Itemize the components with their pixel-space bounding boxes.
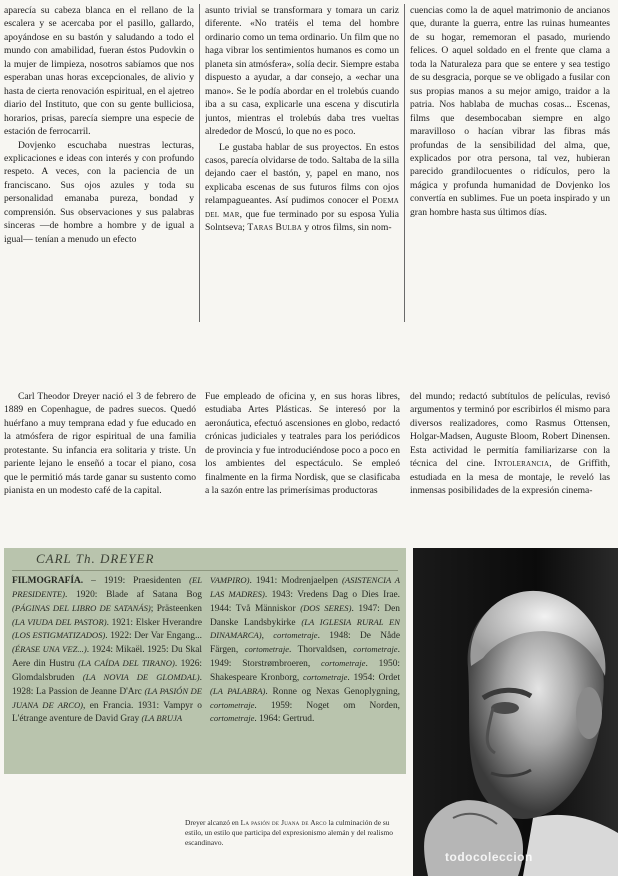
top-col1-para2: Dovjenko escuchaba nuestras lecturas, explicaciones e ideas con interés y con profundo respeto. A veces, con la paciencia de un franciscano. Sus ojos azules y toda su personalidad emanaba pureza, bondad y comprensión. Sus observaciones y sus palabras sinceras —de hombre a hombre y de igual a igual— tenían a menudo un efecto xyxy=(4,139,194,245)
filmography-column-2: VAMPIRO). 1941: Modrenjaelpen (ASISTENCIA A LAS MADRES). 1943: Vredens Dag o Dies Irae. 1944: Två Människor (DOS SERES). 1947: Den Danske Landsbykirke (LA IGLESIA RURAL EN DINAMARCA), cortometraje. 1948: De Nåde Färgen, cortometraje. Thorvaldsen, cortometraje. 1949: Storstrømbroeren, cortometraje. 1950: Shakespeare Kronborg, cortometraje. 1954: Ordet (LA PALABRA). Ronne og Nexas Genoplygning, cortometraje. 1959: Noget om Norden, cortometraje. 1964: Gertrud. xyxy=(210,575,400,725)
bio-col3-a: del mundo; redactó subtítulos de películas, revisó argumentos y terminó por escribirlos él mismo para diversos realizadores, como Rasmus Ottensen, Holgar-Madsen, Auguste Bloom, Robert Dinensen. Esta actividad le permitía familiarizarse con la técnica del cine. xyxy=(410,391,610,470)
top-col2-para2-a: Le gustaba hablar de sus proyectos. En estos casos, parecía olvidarse de todo. Saltaba de la silla dejando caer el bastón, y, papel en mano, nos explicaba escenas de sus futuros films con ojos relampagueantes. Así pudimos conocer el xyxy=(205,141,399,207)
top-col2-para2 xyxy=(205,141,399,235)
bio-col2-para: Fue empleado de oficina y, en sus horas libres, estudiaba Artes Plásticas. Se interesó por la aeronáutica, efectuó ascensiones en globo, redactó crónicas judiciales y teatrales para los periódicos de provincia y fue introduciéndose poco a poco en los ambientes del espectáculo. Se empleó finalmente en la firma Nordisk, que se clasificaba a la sazón entre las primerísimas productoras xyxy=(205,391,400,497)
bio-column-3 xyxy=(410,390,610,540)
caption-film-title: La pasión de Juana de Arco xyxy=(240,818,327,827)
top-col2-para2-b: , que fue terminado por su esposa Yulia Solntseva; xyxy=(205,208,399,234)
column-rule xyxy=(404,4,405,322)
film-title-taras-bulba: Taras Bulba xyxy=(247,222,302,234)
bio-col3-para xyxy=(410,390,610,498)
column-rule xyxy=(199,4,200,322)
portrait-photo-art xyxy=(413,548,618,876)
film-title-poema-del-mar: Poema del mar xyxy=(205,195,399,220)
film-title-intolerancia: Intolerancia xyxy=(493,458,550,470)
filmography-title: CARL Th. DREYER xyxy=(12,548,398,571)
photo-caption xyxy=(185,818,403,848)
top-col2-para2-c: y otros films, sin nom- xyxy=(301,222,392,234)
top-column-3 xyxy=(410,4,610,320)
top-col1-para1: aparecía su cabeza blanca en el rellano de la escalera y se acercaba por el pasillo, gallardo, apoyándose en su bastón y saludando a todo el mundo con amabilidad, fueran éstos Pudovkin o la mujer de limpieza, nosotros sabíamos que nos esperaban unas horas excepcionales, de alivio y hasta de cierta renovación espiritual, en el ajetreo diario del Instituto, que con su gente bulliciosa, horarios, prisas, parecía siempre una especie de estación de ferrocarril. xyxy=(4,5,194,138)
filmography-box xyxy=(4,548,406,774)
watermark-text: todocoleccion xyxy=(445,850,533,864)
bio-column-1 xyxy=(4,390,196,540)
caption-a: Dreyer alcanzó en xyxy=(185,818,241,827)
bio-col3-b: , de Griffith, estudiada en la mesa de montaje, le reveló las inmensas posibilidades de la expresión cinema- xyxy=(410,458,610,497)
top-col2-para1: asunto trivial se transformara y tomara un cariz diferente. «No tratéis el tema del hombre ordinario como un tema ordinario. Un film que no haga vibrar los sentimientos humanos es como un planeta sin atmósfera», solía decir. Siempre estaba dispuesto a ayudar, a dar consejo, a «echar una mano». Se le podía abordar en el trolebús cuando iba a su casa, explicarle una escena y discutirla juntos, mientras el trolebús daba tres vueltas alrededor de Moscú, lo que no es poco. xyxy=(205,5,399,138)
top-col3-para: cuencias como la de aquel matrimonio de ancianos que, durante la guerra, entre las ruinas humeantes de su hogar, rememoran el pasado, muriendo felices. O aquel soldado en el frente que clama a toda la Naturaleza para que se entere y sea testigo de su desgracia, porque se ve obligado a fusilar con sus propias manos a su mejor amigo, traidor a la patria. Nos hablaba de muchas cosas... Escenas, films que desembocaban siempre en algo maravilloso o hacían vibrar las fibras más profundas de la sensibilidad del alma, que, explicados por otra persona, tal vez, hubieran parecido grandilocuentes o ridículos, pero la mágica y profunda humanidad de Dovjenko los convertía en sublimes. Fue un poeta inspirado y un gran hombre hasta sus últimos días. xyxy=(410,5,610,218)
top-column-2 xyxy=(205,4,399,320)
top-column-1 xyxy=(4,4,194,320)
bio-column-2 xyxy=(205,390,400,540)
bio-col1-para: Carl Theodor Dreyer nació el 3 de febrero de 1889 en Copenhague, de padres suecos. Quedó huérfano a muy temprana edad y fue educado en la atmósfera de rigor espiritual de una familia protestante. Su infancia era solitaria y triste. Un pariente lejano le enseñó a tocar el piano, cosa que le permitió más tarde ganar su sustento como pianista en un modesto café de la capital. xyxy=(4,391,196,497)
filmography-column-1: FILMOGRAFÍA. – 1919: Praesidenten (EL PRESIDENTE). 1920: Blade af Satana Bog (PÁGINAS DEL LIBRO DE SATANÁS); Prästeenken (LA VIUDA DEL PASTOR). 1921: Elsker Hverandre (LOS ESTIGMATIZADOS). 1922: Der Var Engang... (ÉRASE UNA VEZ...). 1924: Mikaël. 1925: Du Skal Aere din Hustru (LA CAÍDA DEL TIRANO). 1926: Glomdalsbruden (LA NOVIA DE GLOMDAL). 1928: La Passion de Jeanne D'Arc (LA PASIÓN DE JUANA DE ARCO), en Francia. 1931: Vampyr o L'étrange aventure de David Gray (LA BRUJA xyxy=(12,575,202,725)
caption-b: la culminación de su estilo, un estilo que participa del expresionismo alemán y del realismo escandinavo. xyxy=(185,818,393,847)
portrait-photo xyxy=(413,548,618,876)
